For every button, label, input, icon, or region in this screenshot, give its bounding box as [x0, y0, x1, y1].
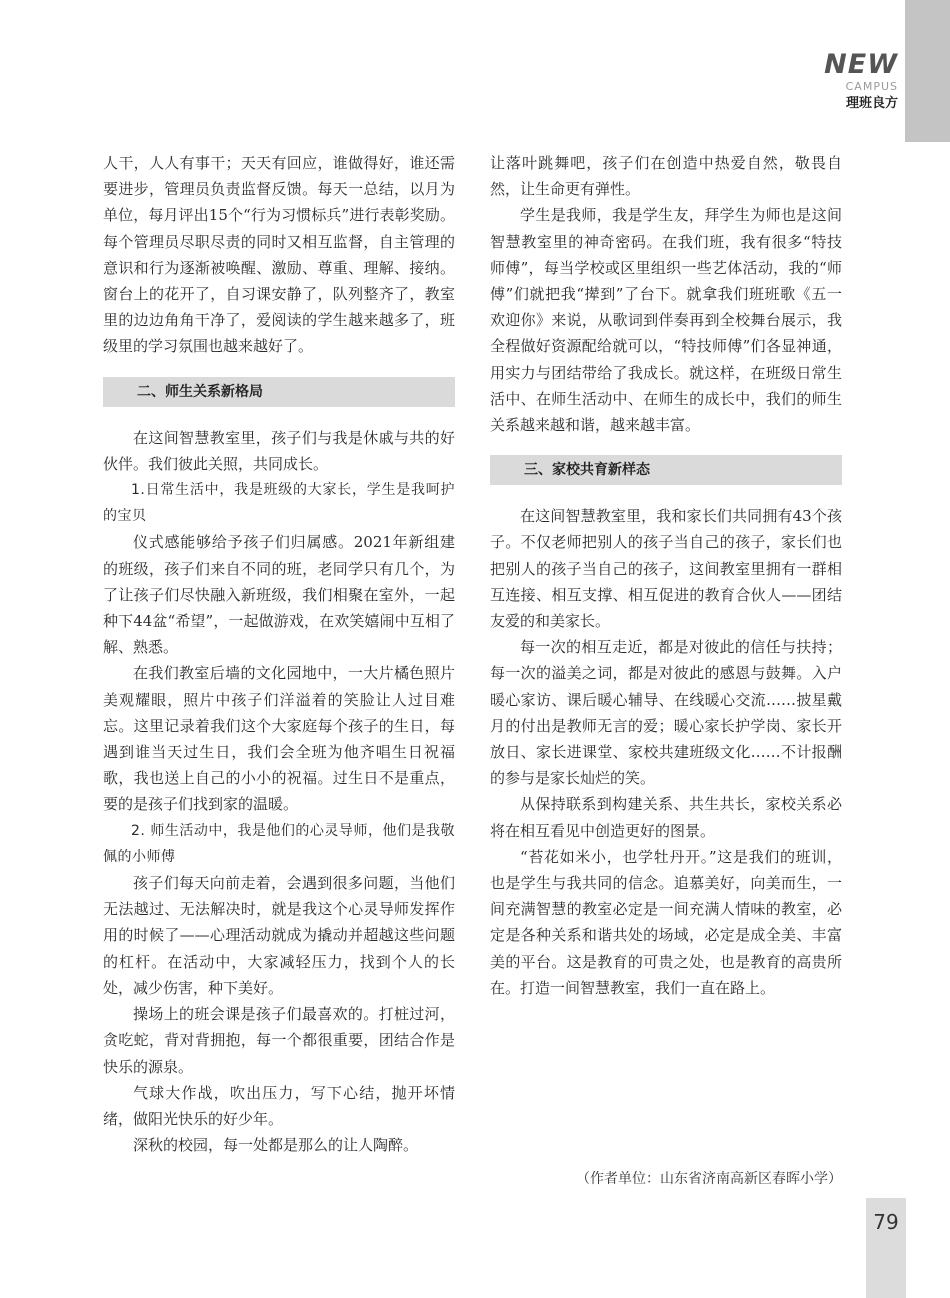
paragraph: 让落叶跳舞吧，孩子们在创造中热爱自然，敬畏自然，让生命更有弹性。 — [490, 154, 842, 199]
subheading: 1.日常生活中，我是班级的大家长，学生是我呵护的宝贝 — [103, 482, 455, 525]
page-number: 79 — [873, 1210, 899, 1234]
paragraph: 操场上的班会课是孩子们最喜欢的。打桩过河，贪吃蛇，背对背拥抱，每一个都很重要，团结合作是快乐的源泉。 — [103, 1005, 455, 1076]
masthead-subtitle: CAMPUS — [845, 80, 898, 93]
side-tab-decoration — [905, 0, 950, 142]
paragraph: 气球大作战，吹出压力，写下心结，抛开坏情绪，做阳光快乐的好少年。 — [103, 1083, 455, 1128]
right-column — [490, 150, 842, 1001]
left-column — [103, 150, 455, 1158]
masthead-title: NEW — [824, 49, 898, 80]
author-affiliation: （作者单位：山东省济南高新区春晖小学） — [576, 1171, 842, 1187]
paragraph: 在这间智慧教室里，孩子们与我是休戚与共的好伙伴。我们彼此关照，共同成长。 — [103, 428, 455, 473]
section-heading: 三、家校共育新样态 — [490, 455, 842, 485]
masthead-section: 理班良方 — [845, 96, 898, 111]
paragraph: 仪式感能够给予孩子们归属感。2021年新组建的班级，孩子们来自不同的班，老同学只有几个，为了让孩子们尽快融入新班级，我们相聚在室外，一起种下44盆“希望”，一起做游戏，在欢笑嬉闹中互相了解、熟悉。 — [103, 533, 455, 657]
subheading: 2. 师生活动中，我是他们的心灵导师，他们是我敬佩的小师傅 — [103, 822, 455, 865]
paragraph: 在这间智慧教室里，我和家长们共同拥有43个孩子。不仅老师把别人的孩子当自己的孩子，家长们也把别人的孩子当自己的孩子，这间教室里拥有一群相互连接、相互支撑、相互促进的教育合伙人——团结友爱的和美家长。 — [490, 507, 842, 631]
paragraph: “苔花如米小，也学牡丹开。”这是我们的班训，也是学生与我共同的信念。追慕美好，向美而生，一间充满智慧的教室必定是一间充满人情味的教室，必定是各种关系和谐共处的场域，必定是成全美、丰富美的平台。这是教育的可贵之处，也是教育的高贵所在。打造一间智慧教室，我们一直在路上。 — [490, 847, 842, 997]
masthead — [824, 50, 898, 114]
section-heading: 二、师生关系新格局 — [103, 377, 455, 407]
paragraph: 在我们教室后墙的文化园地中，一大片橘色照片美观耀眼，照片中孩子们洋溢着的笑脸让人过目难忘。这里记录着我们这个大家庭每个孩子的生日，每遇到谁当天过生日，我们会全班为他齐唱生日祝福歌，我也送上自己的小小的祝福。过生日不是重点，要的是孩子们找到家的温暖。 — [103, 664, 455, 814]
paragraph: 学生是我师，我是学生友，拜学生为师也是这间智慧教室里的神奇密码。在我们班，我有很多“特技师傅”，每当学校或区里组织一些艺体活动，我的“师傅”们就把我“撵到”了台下。就拿我们班班歌《五一欢迎你》来说，从歌词到伴奏再到全校舞台展示，我全程做好资源配给就可以，“特技师傅”们各显神通，用实力与团结带给了我成长。就这样，在班级日常生活中、在师生活动中、在师生的成长中，我们的师生关系越来越和谐，越来越丰富。 — [490, 206, 842, 435]
paragraph: 从保持联系到构建关系、共生共长，家校关系必将在相互看见中创造更好的图景。 — [490, 795, 842, 840]
paragraph: 深秋的校园，每一处都是那么的让人陶醉。 — [133, 1136, 419, 1155]
paragraph: 孩子们每天向前走着，会遇到很多问题，当他们无法越过、无法解决时，就是我这个心灵导师发挥作用的时候了——心理活动就成为撬动并超越这些问题的杠杆。在活动中，大家减轻压力，找到个人的长处，减少伤害，种下美好。 — [103, 874, 455, 997]
paragraph: 人干，人人有事干；天天有回应，谁做得好，谁还需要进步，管理员负责监督反馈。每天一总结，以月为单位，每月评出15个“行为习惯标兵”进行表彰奖励。每个管理员尽职尽责的同时又相互监督，自主管理的意识和行为逐渐被唤醒、激励、尊重、理解、接纳。窗台上的花开了，自习课安静了，队列整齐了，教室里的边边角角干净了，爱阅读的学生越来越多了，班级里的学习氛围也越来越好了。 — [103, 154, 455, 356]
paragraph: 每一次的相互走近，都是对彼此的信任与扶持；每一次的溢美之词，都是对彼此的感恩与鼓舞。入户暖心家访、课后暖心辅导、在线暖心交流……披星戴月的付出是教师无言的爱；暖心家长护学岗、家长开放日、家长进课堂、家校共建班级文化……不计报酬的参与是家长灿烂的笑。 — [490, 638, 842, 788]
